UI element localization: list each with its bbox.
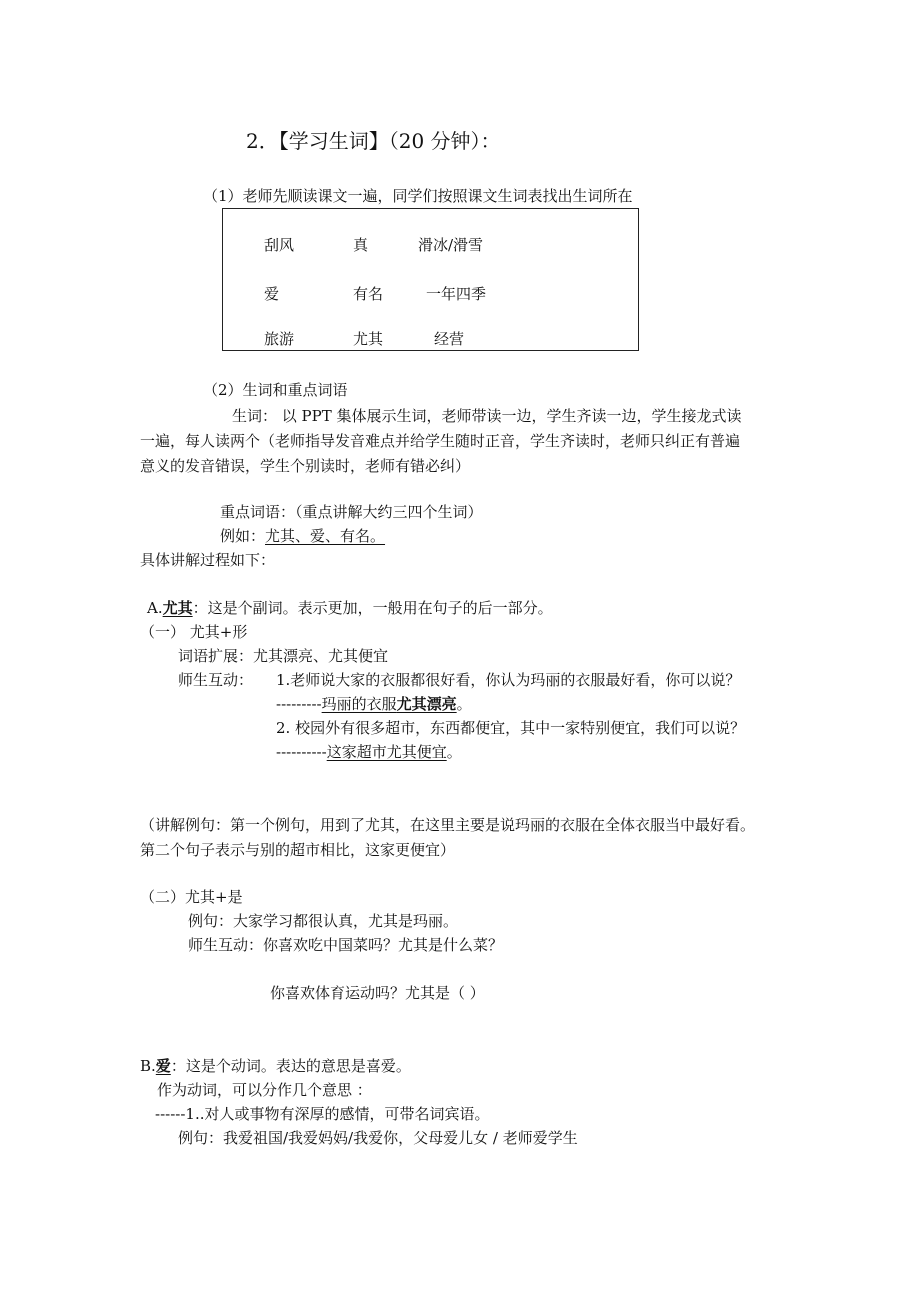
a2-example: 例句：大家学习都很认真，尤其是玛丽。	[188, 912, 459, 930]
answer-dash: ---------	[276, 695, 322, 713]
vocab-word: 旅游	[264, 330, 295, 348]
a1-answer-1	[276, 694, 472, 714]
vocab-word: 有名	[353, 285, 384, 303]
explain-intro: 具体讲解过程如下：	[140, 551, 276, 569]
shengci-line-1: 生词： 以 PPT 集体展示生词，老师带读一边，学生齐读一边，学生接龙式读	[232, 407, 742, 425]
vocab-word: 一年四季	[426, 285, 487, 303]
a1-interaction-label: 师生互动：	[178, 671, 254, 689]
step1-instruction: （1）老师先顺读课文一遍，同学们按照课文生词表找出生词所在	[203, 187, 633, 205]
a1-answer-2	[276, 742, 462, 762]
section-a-heading	[147, 598, 553, 618]
b-item-1: ------1..对人或事物有深厚的感情，可带名词宾语。	[155, 1105, 490, 1123]
answer-part: 玛丽的衣服	[321, 695, 397, 713]
vocab-word: 真	[353, 236, 369, 254]
b-intro: 作为动词，可以分作几个意思 ：	[157, 1081, 372, 1099]
vocab-word: 尤其	[353, 330, 384, 348]
section-title: 2．【学习生词】（20 分钟）：	[246, 129, 501, 153]
a2-heading: （二）尤其+是	[140, 888, 243, 906]
note-line-2: 第二个句子表示与别的超市相比，这家更便宜）	[140, 841, 456, 859]
step2-heading: （2）生词和重点词语	[203, 381, 348, 399]
answer-keyword: 尤其漂亮	[396, 695, 457, 713]
section-b-word: 爱	[155, 1057, 171, 1075]
a1-question-1: 1.老师说大家的衣服都很好看，你认为玛丽的衣服最好看，你可以说？	[276, 671, 741, 689]
shengci-line-2: 一遍，每人读两个（老师指导发音难点并给学生随时正音，学生齐读时，老师只纠正有普遍	[140, 432, 741, 450]
answer-end: 。	[446, 743, 462, 761]
a2-question-2: 你喜欢体育运动吗？尤其是（ ）	[270, 984, 485, 1002]
vocab-word: 滑冰/滑雪	[418, 236, 484, 254]
vocab-word: 爱	[264, 285, 280, 303]
vocab-word: 经营	[434, 330, 465, 348]
section-a-prefix: A.	[147, 599, 163, 617]
a1-expansion: 词语扩展：尤其漂亮、尤其便宜	[178, 647, 389, 665]
section-b-desc: ：这是个动词。表达的意思是喜爱。	[170, 1057, 411, 1075]
answer-part: 这家超市尤其便宜	[326, 743, 447, 761]
key-words-line: 重点词语：（重点讲解大约三四个生词）	[220, 503, 483, 521]
note-line-1: （讲解例句：第一个例句，用到了尤其，在这里主要是说玛丽的衣服在全体衣服当中最好看。	[140, 816, 756, 834]
answer-end: 。	[456, 695, 472, 713]
example-words: 尤其、爱、有名。	[265, 527, 386, 545]
vocab-word: 刮风	[264, 236, 295, 254]
a1-question-2: 2. 校园外有很多超市，东西都便宜，其中一家特别便宜，我们可以说？	[276, 719, 746, 737]
b-example: 例句：我爱祖国/我爱妈妈/我爱你，父母爱儿女 / 老师爱学生	[178, 1129, 578, 1147]
section-b-heading	[140, 1056, 411, 1076]
a2-interaction: 师生互动：你喜欢吃中国菜吗？尤其是什么菜？	[188, 936, 504, 954]
section-a-word: 尤其	[162, 599, 193, 617]
shengci-line-3: 意义的发音错误，学生个别读时，老师有错必纠）	[140, 457, 471, 475]
answer-dash: ----------	[276, 743, 327, 761]
section-b-prefix: B.	[140, 1057, 156, 1075]
section-a-desc: ：这是个副词。表示更加，一般用在句子的后一部分。	[192, 599, 553, 617]
a1-heading: （一） 尤其+形	[140, 623, 248, 641]
vocab-box	[222, 208, 639, 351]
example-line	[220, 526, 385, 546]
example-prefix: 例如：	[220, 527, 266, 545]
